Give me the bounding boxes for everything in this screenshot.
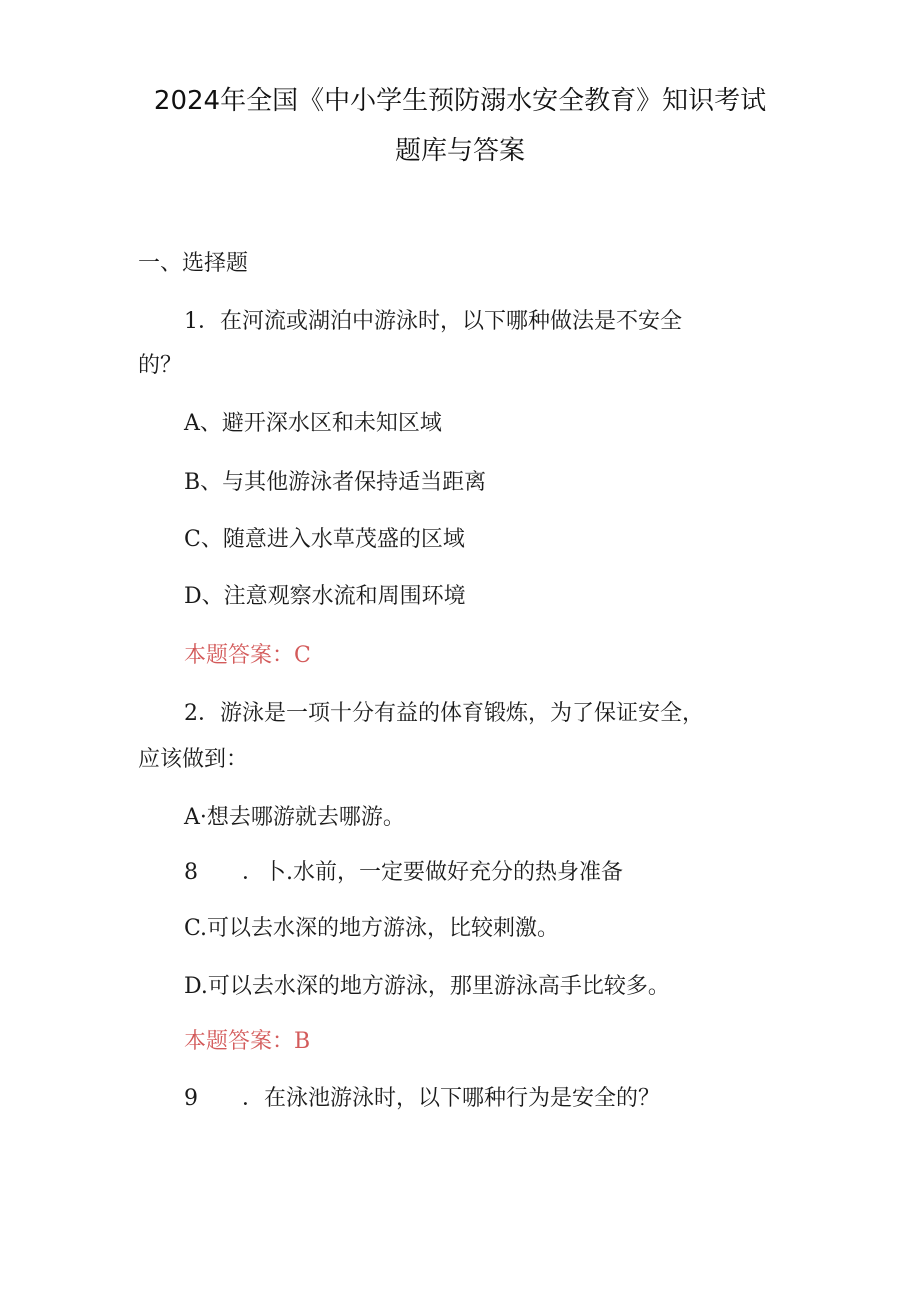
question-2-option-c: C.可以去水深的地方游泳，比较刺激。 (184, 916, 560, 941)
question-1-answer: 本题答案：C (184, 643, 311, 668)
question-2-stem-line-1: 2．游泳是一项十分有益的体育锻炼，为了保证安全， (184, 701, 704, 726)
question-1-option-a: A、避开深水区和未知区域 (184, 411, 442, 436)
question-1-stem-line-1: 1．在河流或湖泊中游泳时，以下哪种做法是不安全 (184, 309, 682, 334)
question-1-option-c: C、随意进入水草茂盛的区域 (184, 527, 465, 552)
question-1-option-d: D、注意观察水流和周围环境 (184, 584, 466, 609)
question-2-option-b: 8 ．卜.水前，一定要做好充分的热身准备 (184, 860, 623, 885)
question-2-answer: 本题答案：B (184, 1029, 311, 1054)
question-3-stem-line-1: 9 ．在泳池游泳时，以下哪种行为是安全的？ (184, 1086, 660, 1111)
section-heading: 一、选择题 (138, 251, 249, 276)
question-2-option-a: A·想去哪游就去哪游。 (184, 805, 405, 830)
document-title-line-2: 题库与答案 (394, 136, 525, 166)
document-title-line-1: 2024年全国《中小学生预防溺水安全教育》知识考试 (153, 86, 767, 116)
question-2-stem-line-2: 应该做到： (138, 747, 249, 772)
question-2-option-d: D.可以去水深的地方游泳，那里游泳高手比较多。 (184, 974, 670, 999)
question-1-option-b: B、与其他游泳者保持适当距离 (184, 470, 487, 495)
question-1-stem-line-2: 的？ (138, 353, 183, 378)
